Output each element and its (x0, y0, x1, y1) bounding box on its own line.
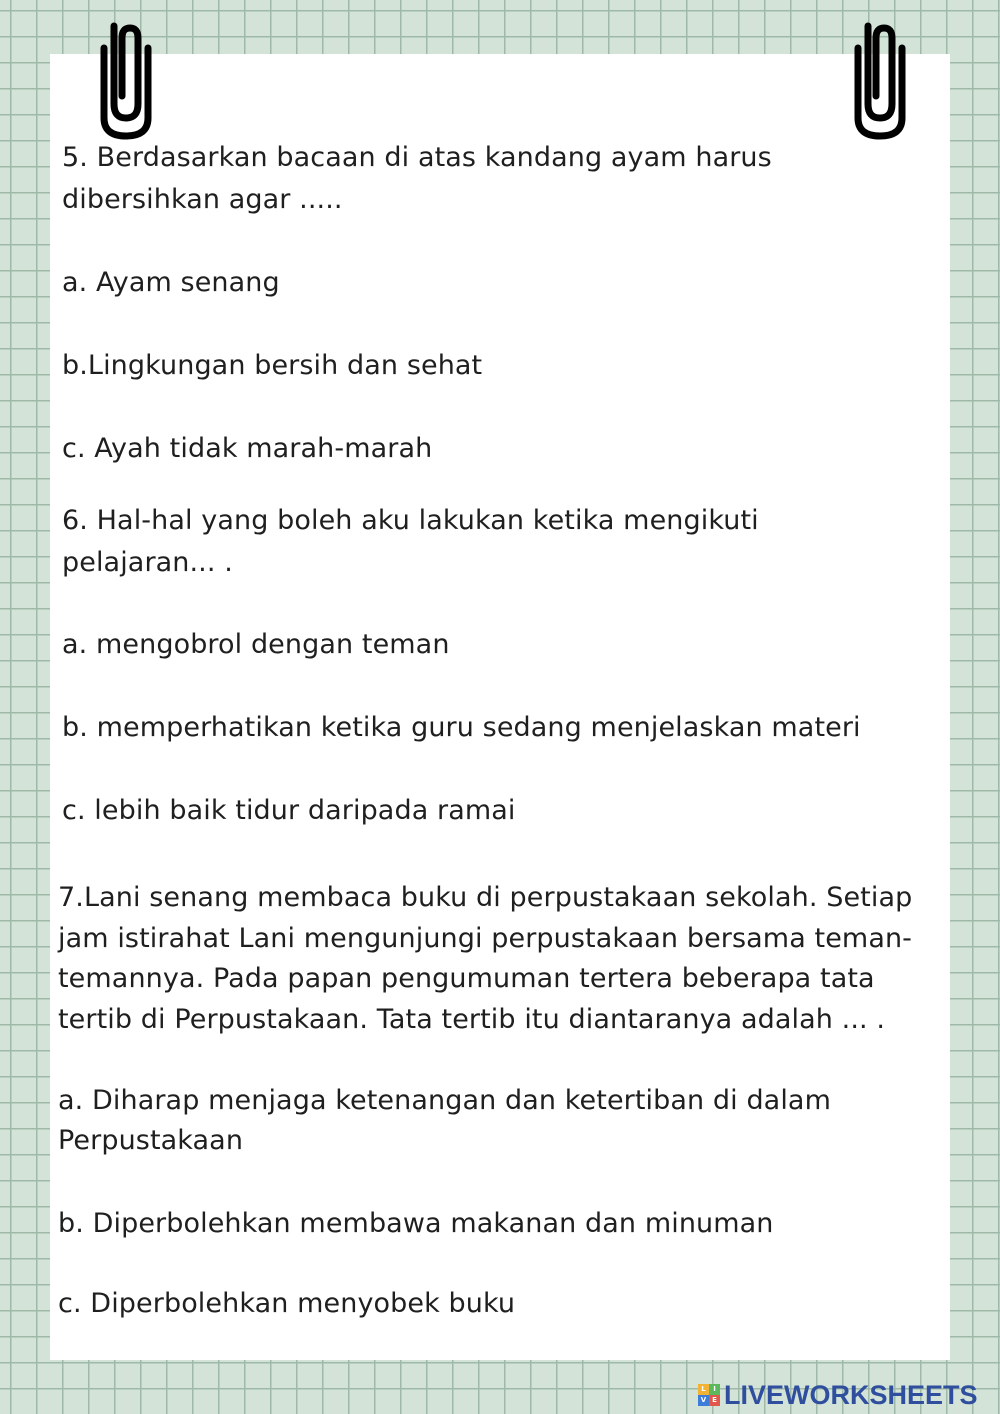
question-5-option-b[interactable]: b.Lingkungan bersih dan sehat (62, 350, 483, 381)
question-7-line-2: jam istirahat Lani mengunjungi perpustakaan bersama teman- (58, 923, 913, 954)
question-7-option-b[interactable]: b. Diperbolehkan membawa makanan dan minuman (58, 1208, 774, 1239)
paperclip-icon (94, 18, 158, 142)
logo-letter-i: I (709, 1384, 720, 1395)
paperclip-icon (848, 18, 912, 142)
logo-text: LIVEWORKSHEETS (724, 1379, 978, 1410)
question-6-line-2: pelajaran... . (62, 547, 233, 578)
question-6-option-a[interactable]: a. mengobrol dengan teman (62, 629, 450, 660)
liveworksheets-logo[interactable] (698, 1378, 978, 1412)
question-7-line-1: 7.Lani senang membaca buku di perpustakaan sekolah. Setiap (58, 882, 913, 913)
question-7-option-a[interactable] (58, 1080, 831, 1162)
question-5-option-c[interactable]: c. Ayah tidak marah-marah (62, 433, 433, 464)
question-6-option-c[interactable]: c. lebih baik tidur daripada ramai (62, 795, 516, 826)
question-7-line-3: temannya. Pada papan pengumuman tertera beberapa tata (58, 963, 875, 994)
logo-letter-e: E (709, 1395, 720, 1406)
question-7-line-4: tertib di Perpustakaan. Tata tertib itu diantaranya adalah ... . (58, 1004, 886, 1035)
question-5-option-a[interactable]: a. Ayam senang (62, 267, 280, 298)
question-5-line-2: dibersihkan agar ..... (62, 184, 343, 215)
question-6-option-b[interactable]: b. memperhatikan ketika guru sedang menjelaskan materi (62, 712, 861, 743)
question-6-line-1: 6. Hal-hal yang boleh aku lakukan ketika mengikuti (62, 505, 759, 536)
question-7-option-c[interactable]: c. Diperbolehkan menyobek buku (58, 1288, 516, 1319)
logo-icon (698, 1384, 720, 1406)
logo-letter-v: V (698, 1395, 709, 1406)
question-5-line-1: 5. Berdasarkan bacaan di atas kandang ayam harus (62, 142, 772, 173)
logo-letter-l: L (698, 1384, 709, 1395)
question-7-option-a-line-2: Perpustakaan (58, 1125, 244, 1156)
question-7-option-a-line-1: a. Diharap menjaga ketenangan dan ketertiban di dalam (58, 1085, 831, 1116)
